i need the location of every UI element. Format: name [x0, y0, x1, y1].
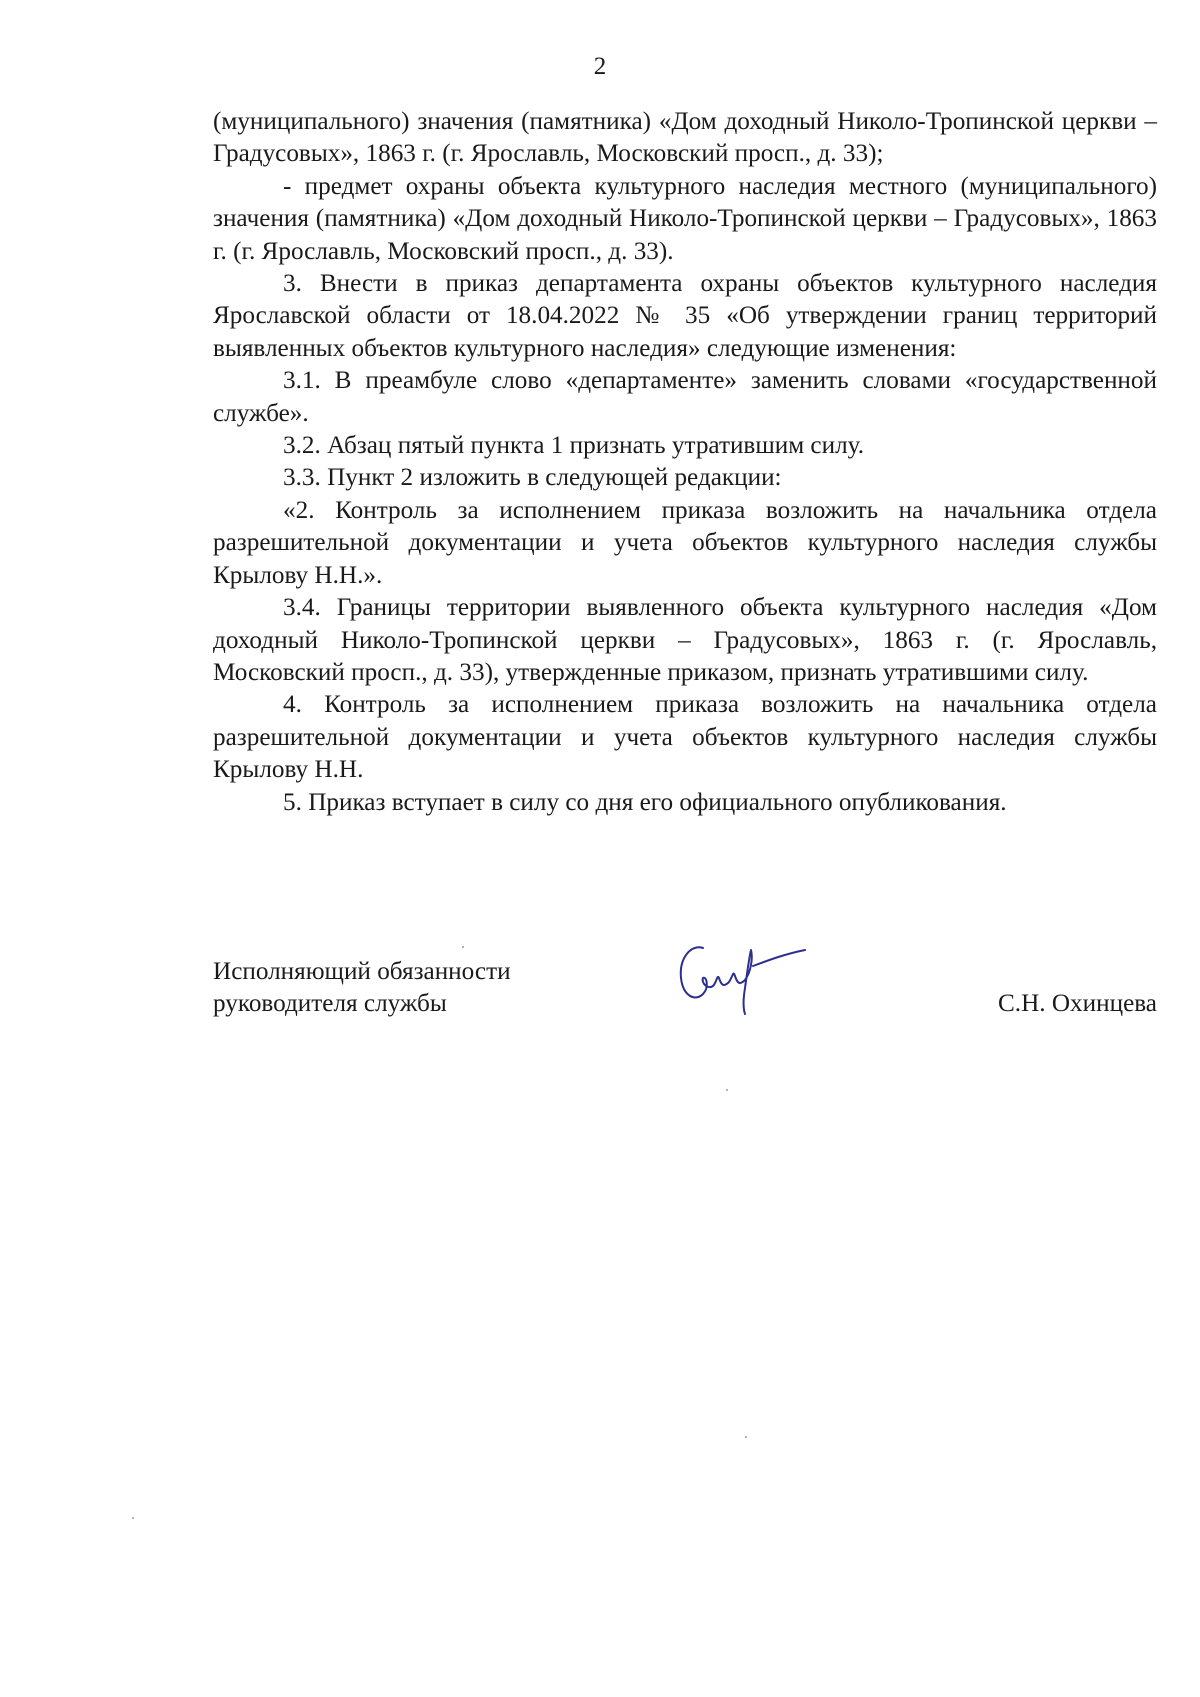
- scan-speck: [745, 1436, 747, 1438]
- paragraph-continuation: (муниципального) значения (памятника) «Дом доходный Николо-Тропинской церкви – Градусовых», 1863 г. (г. Ярославль, Московский просп., д. 33);: [213, 108, 1157, 168]
- paragraph-item-3-2: 3.2. Абзац пятый пункта 1 признать утратившим силу.: [283, 432, 865, 460]
- document-body: [213, 106, 1157, 819]
- paragraph-quoted-item-2: «2. Контроль за исполнением приказа возложить на начальника отдела разрешительной документации и учета объектов культурного наследия службы Крылову Н.Н.».: [213, 496, 1157, 589]
- page-number: 2: [593, 53, 607, 80]
- paragraph-item-3-1: 3.1. В преамбуле слово «департаменте» заменить словами «государственной службе».: [213, 367, 1157, 427]
- paragraph-item-3: 3. Внести в приказ департамента охраны объектов культурного наследия Ярославской области от 18.04.2022 № 35 «Об утверждении границ территорий выявленных объектов культурного наследия» следующие изменения:: [213, 270, 1157, 362]
- scan-speck: [132, 1517, 134, 1519]
- paragraph-item-3-3: 3.3. Пункт 2 изложить в следующей редакции:: [283, 464, 782, 492]
- signature-block: [213, 956, 1157, 1036]
- scan-speck: [726, 1089, 728, 1091]
- signatory-name: С.Н. Охинцева: [997, 990, 1157, 1017]
- paragraph-item-5: 5. Приказ вступает в силу со дня его официального опубликования.: [283, 788, 1007, 816]
- signatory-position-line2: руководителя службы: [213, 990, 447, 1018]
- paragraph-protection-subject: - предмет охраны объекта культурного наследия местного (муниципального) значения (памятника) «Дом доходный Николо-Тропинской церкви – Градусовых», 1863 г. (г. Ярославль, Московский просп., д. 33).: [213, 172, 1157, 265]
- signatory-position-line1: Исполняющий обязанности: [213, 958, 511, 985]
- paragraph-item-4: 4. Контроль за исполнением приказа возложить на начальника отдела разрешительной документации и учета объектов культурного наследия службы Крылову Н.Н.: [213, 691, 1157, 784]
- scan-speck: [462, 946, 464, 948]
- paragraph-item-3-4: 3.4. Границы территории выявленного объекта культурного наследия «Дом доходный Николо-Тропинской церкви – Градусовых», 1863 г. (г. Ярославль, Московский просп., д. 33), утвержденные приказом, признать утратившими силу.: [213, 594, 1157, 686]
- signatory-position: [213, 956, 511, 1021]
- handwritten-signature-icon: [673, 930, 813, 1020]
